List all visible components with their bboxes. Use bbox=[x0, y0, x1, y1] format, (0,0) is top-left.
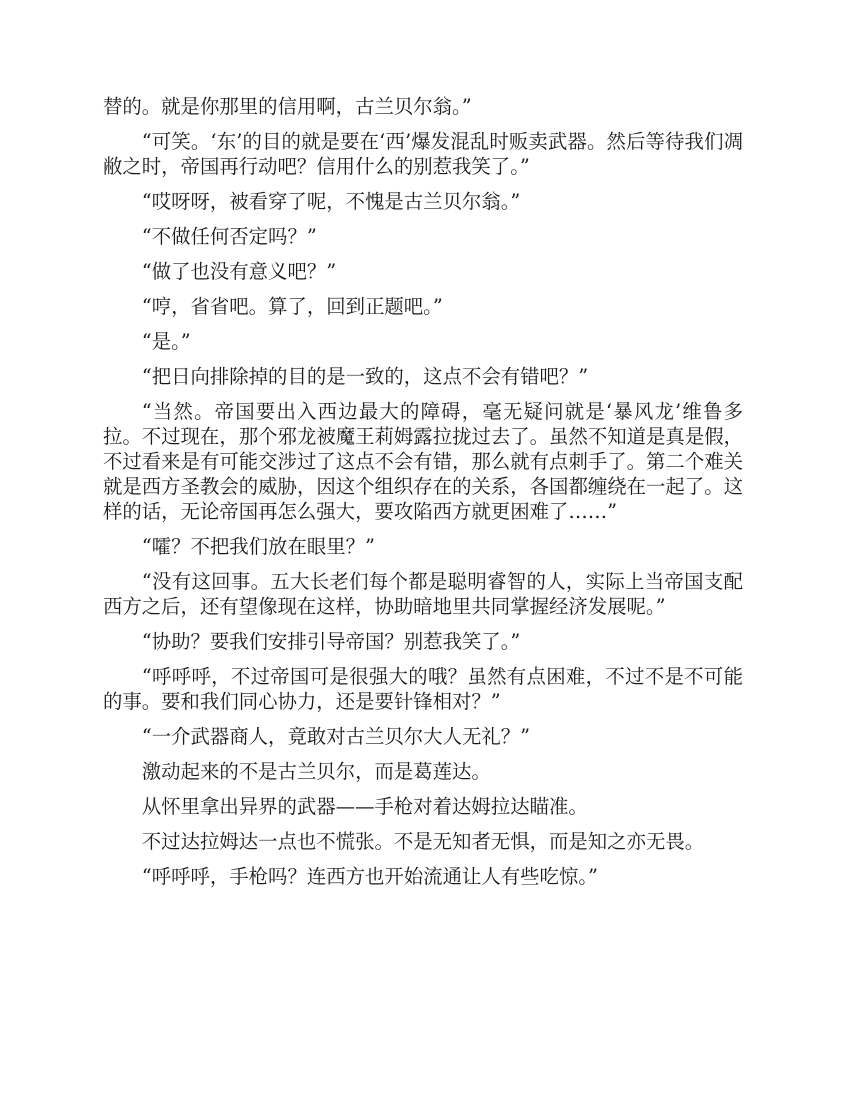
paragraph-7: “是。” bbox=[141, 330, 191, 353]
paragraph-9: “当然。帝国要出入西边最大的障碍，毫无疑问就是‘暴风龙’维鲁多拉。不过现在，那个邪龙被魔王莉姆露拉拢过去了。虽然不知道是真是假，不过看来是有可能交涉过了这点不会有错，那么就有点刺手了。第二个难关就是西方圣教会的威胁，因这个组织存在的关系，各国都缠绕在一起了。这样的话，无论帝国再怎么强大，要攻陷西方就更困难了……” bbox=[103, 400, 743, 523]
paragraph-15: 激动起来的不是古兰贝尔，而是葛莲达。 bbox=[141, 760, 491, 783]
paragraph-6: “哼，省省吧。算了，回到正题吧。” bbox=[141, 295, 443, 318]
paragraph-10: “嚯？不把我们放在眼里？” bbox=[141, 535, 375, 558]
paragraph-4: “不做任何否定吗？” bbox=[141, 225, 317, 248]
paragraph-17: 不过达拉姆达一点也不慌张。不是无知者无惧，而是知之亦无畏。 bbox=[141, 830, 705, 853]
document-page bbox=[103, 94, 743, 899]
paragraph-8: “把日向排除掉的目的是一致的，这点不会有错吧？” bbox=[141, 365, 589, 388]
paragraph-11: “没有这回事。五大长老们每个都是聪明睿智的人，实际上当帝国支配西方之后，还有望像现在这样，协助暗地里共同掌握经济发展呢。” bbox=[103, 570, 743, 618]
paragraph-18: “呼呼呼，手枪吗？连西方也开始流通让人有些吃惊。” bbox=[141, 865, 598, 888]
paragraph-2: “可笑。‘东’的目的就是要在‘西’爆发混乱时贩卖武器。然后等待我们凋敝之时，帝国再行动吧？信用什么的别惹我笑了。” bbox=[103, 130, 743, 178]
paragraph-13: “呼呼呼，不过帝国可是很强大的哦？虽然有点困难，不过不是不可能的事。要和我们同心协力，还是要针锋相对？” bbox=[103, 665, 743, 713]
paragraph-12: “协助？要我们安排引导帝国？别惹我笑了。” bbox=[141, 630, 521, 653]
paragraph-1: 替的。就是你那里的信用啊，古兰贝尔翁。” bbox=[103, 95, 472, 118]
paragraph-5: “做了也没有意义吧？” bbox=[141, 260, 337, 283]
paragraph-3: “哎呀呀，被看穿了呢，不愧是古兰贝尔翁。” bbox=[141, 190, 521, 213]
paragraph-16: 从怀里拿出异界的武器——手枪对着达姆拉达瞄准。 bbox=[141, 795, 588, 818]
paragraph-14: “一介武器商人，竟敢对古兰贝尔大人无礼？” bbox=[141, 725, 531, 748]
